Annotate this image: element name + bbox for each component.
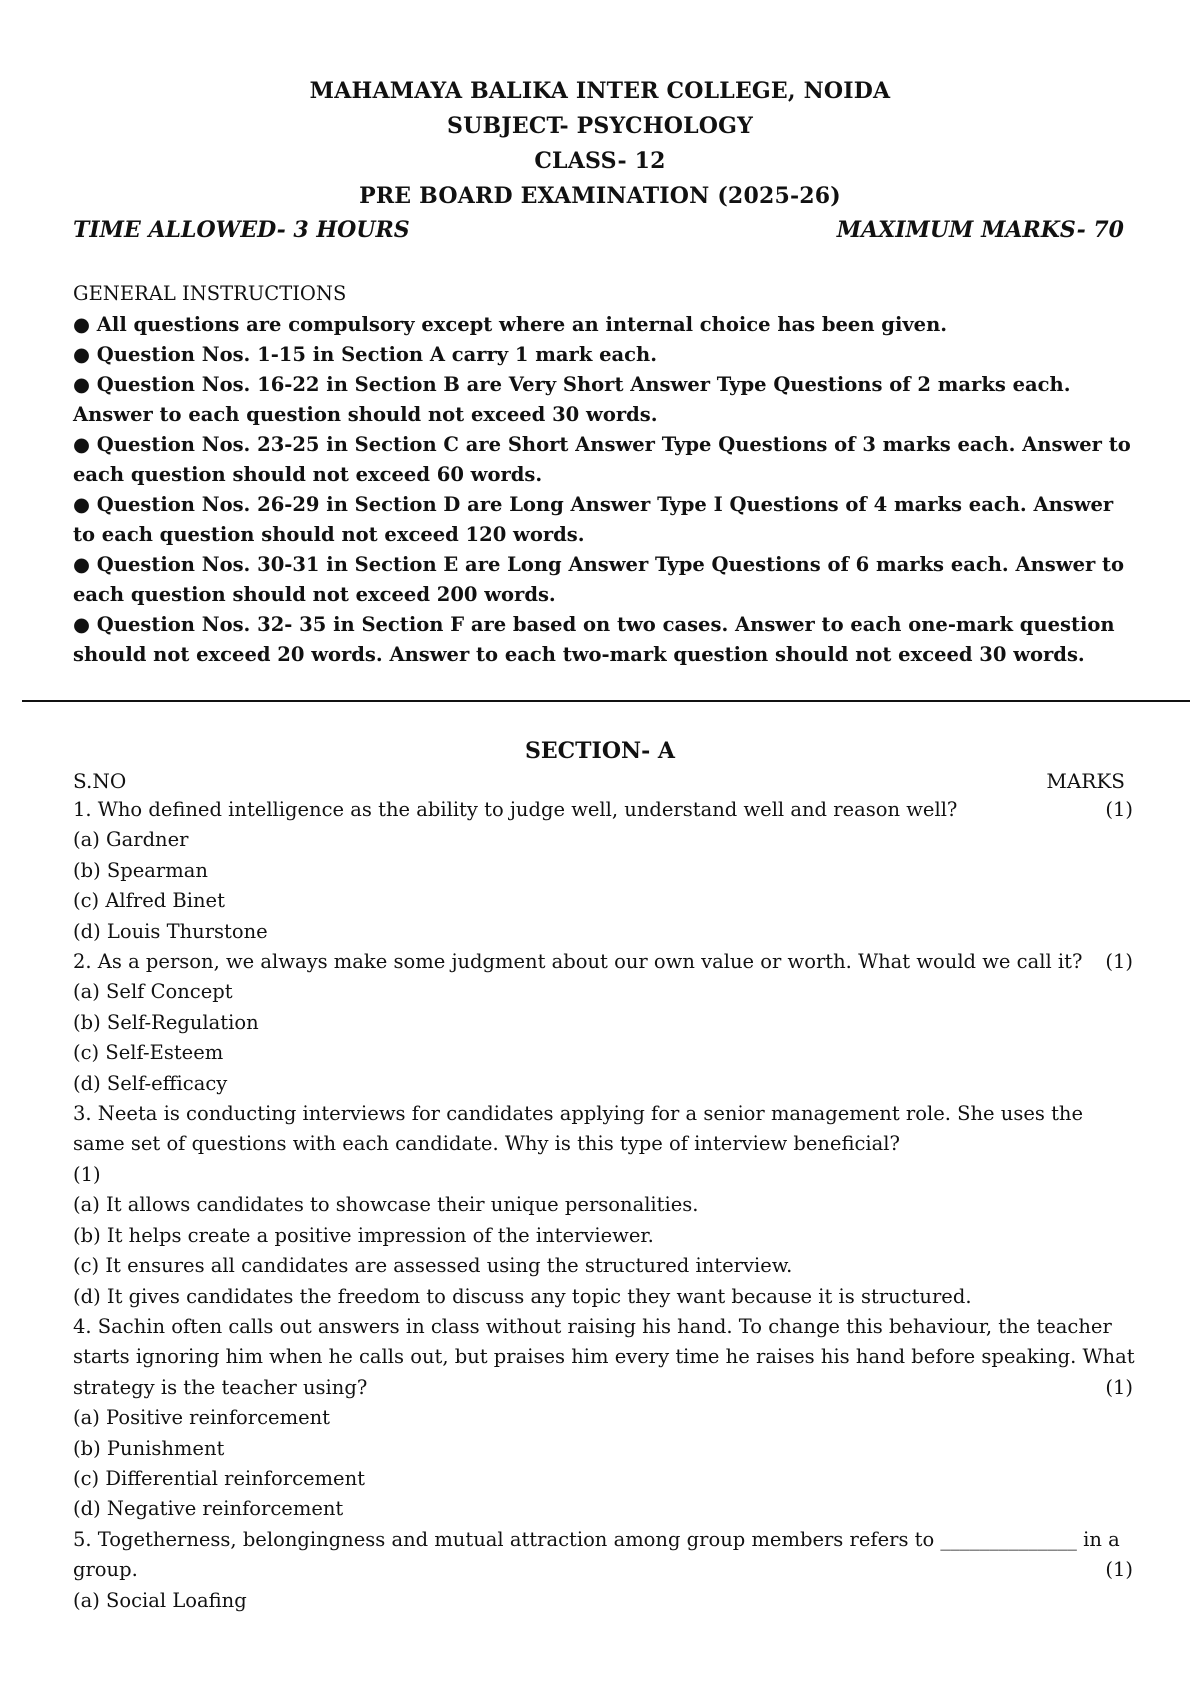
option: (b) Punishment bbox=[73, 1436, 225, 1460]
divider-line bbox=[22, 700, 1190, 702]
question-marks: (1) bbox=[1105, 1375, 1133, 1399]
question-5 bbox=[73, 1555, 1133, 1585]
option: (d) It gives candidates the freedom to discuss any topic they want because it is structured. bbox=[73, 1284, 972, 1308]
instruction-item: ● All questions are compulsory except where an internal choice has been given. bbox=[73, 313, 948, 336]
questions-list bbox=[73, 795, 1133, 1616]
instruction-item: ● Question Nos. 26-29 in Section D are Long Answer Type I Questions of 4 marks each. Answer to each question should not exceed 120 words. bbox=[73, 493, 1114, 546]
option: (d) Self-efficacy bbox=[73, 1071, 228, 1095]
option: (d) Louis Thurstone bbox=[73, 919, 268, 943]
question-text: strategy is the teacher using? bbox=[73, 1375, 368, 1399]
question-text: 1. Who defined intelligence as the ability to judge well, understand well and reason well? bbox=[73, 798, 958, 821]
instruction-item: ● Question Nos. 16-22 in Section B are Very Short Answer Type Questions of 2 marks each. Answer to each question should not exceed 30 words. bbox=[73, 373, 1071, 426]
option: (c) Self-Esteem bbox=[73, 1041, 224, 1065]
maximum-marks: MAXIMUM MARKS- 70 bbox=[836, 217, 1124, 243]
question-5-line: 5. Togetherness, belongingness and mutual attraction among group members refers to ______________ in a bbox=[73, 1527, 1120, 1551]
question-3: 3. Neeta is conducting interviews for candidates applying for a senior management role. She uses the same set of questions with each candidate. Why is this type of interview beneficial? bbox=[73, 1102, 1084, 1156]
option: (c) Alfred Binet bbox=[73, 889, 225, 913]
question-2 bbox=[73, 947, 1133, 977]
question-text: group. bbox=[73, 1558, 138, 1582]
column-marks: MARKS bbox=[1046, 769, 1125, 793]
question-marks: (1) bbox=[1105, 1558, 1133, 1582]
instructions-list bbox=[73, 310, 1133, 670]
school-name: MAHAMAYA BALIKA INTER COLLEGE, NOIDA bbox=[309, 78, 891, 104]
option: (c) It ensures all candidates are assessed using the structured interview. bbox=[73, 1254, 793, 1278]
option: (a) Self Concept bbox=[73, 980, 233, 1004]
subject-title: SUBJECT- PSYCHOLOGY bbox=[446, 113, 753, 139]
option: (b) Self-Regulation bbox=[73, 1010, 259, 1034]
class-title: CLASS- 12 bbox=[534, 148, 666, 174]
question-marks: (1) bbox=[73, 1162, 101, 1186]
option: (d) Negative reinforcement bbox=[73, 1497, 344, 1521]
instruction-item: ● Question Nos. 30-31 in Section E are Long Answer Type Questions of 6 marks each. Answer to each question should not exceed 200 words. bbox=[73, 553, 1125, 606]
question-1 bbox=[73, 795, 1133, 825]
option: (a) Gardner bbox=[73, 828, 189, 852]
section-title: SECTION- A bbox=[525, 738, 675, 764]
instruction-item: ● Question Nos. 1-15 in Section A carry 1 mark each. bbox=[73, 343, 658, 366]
option: (a) Positive reinforcement bbox=[73, 1406, 331, 1430]
question-marks: (1) bbox=[1105, 798, 1133, 821]
option: (a) It allows candidates to showcase their unique personalities. bbox=[73, 1193, 699, 1217]
option: (b) It helps create a positive impression of the interviewer. bbox=[73, 1223, 654, 1247]
instruction-item: ● Question Nos. 32- 35 in Section F are based on two cases. Answer to each one-mark question should not exceed 20 words. Answer to each two-mark question should not exceed 30 words. bbox=[73, 613, 1115, 666]
exam-title: PRE BOARD EXAMINATION (2025-26) bbox=[359, 183, 841, 209]
option: (b) Spearman bbox=[73, 858, 208, 882]
option: (a) Social Loafing bbox=[73, 1588, 247, 1612]
option: (c) Differential reinforcement bbox=[73, 1466, 365, 1490]
question-marks: (1) bbox=[1105, 950, 1133, 974]
column-sno: S.NO bbox=[73, 769, 127, 793]
time-allowed: TIME ALLOWED- 3 HOURS bbox=[73, 217, 410, 243]
instructions-title: GENERAL INSTRUCTIONS bbox=[73, 282, 347, 305]
question-4 bbox=[73, 1373, 1133, 1403]
instruction-item: ● Question Nos. 23-25 in Section C are Short Answer Type Questions of 3 marks each. Answer to each question should not exceed 60 words. bbox=[73, 433, 1131, 486]
question-4-line: 4. Sachin often calls out answers in class without raising his hand. To change this behaviour, the teacher bbox=[73, 1314, 1112, 1338]
question-text: 2. As a person, we always make some judgment about our own value or worth. What would we call it? bbox=[73, 950, 1083, 974]
question-4-line: starts ignoring him when he calls out, but praises him every time he raises his hand before speaking. What bbox=[73, 1345, 1135, 1369]
